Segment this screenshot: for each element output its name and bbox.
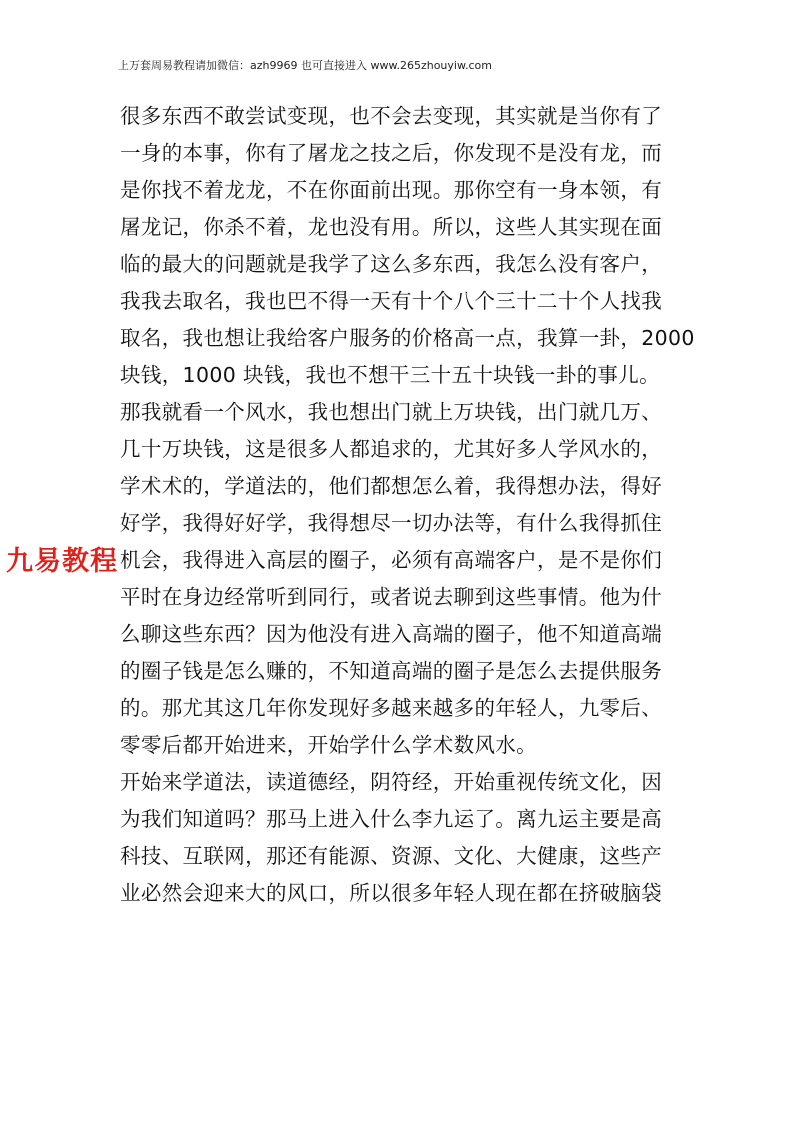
text-line: 开始来学道法，读道德经，阴符经，开始重视传统文化，因 (120, 770, 663, 794)
watermark-logo: 九易教程 (6, 546, 118, 577)
text-line: 屠龙记，你杀不着，龙也没有用。所以，这些人其实现在面 (120, 215, 663, 239)
text-line: 一身的本事，你有了屠龙之技之后，你发现不是没有龙，而 (120, 141, 663, 165)
text-line: 那我就看一个风水，我也想出门就上万块钱，出门就几万、 (120, 400, 663, 424)
text-line: 几十万块钱，这是很多人都追求的，尤其好多人学风水的， (120, 437, 663, 461)
text-line: 为我们知道吗？那马上进入什么李九运了。离九运主要是高 (120, 807, 663, 831)
text-line: 的圈子钱是怎么赚的，不知道高端的圈子是怎么去提供服务 (120, 659, 663, 683)
document-body (120, 98, 695, 912)
text-line: 零零后都开始进来，开始学什么学术数风水。 (120, 733, 537, 757)
text-line: 我我去取名，我也巴不得一天有十个八个三十二十个人找我 (120, 289, 663, 313)
text-line: 么聊这些东西？因为他没有进入高端的圈子，他不知道高端 (120, 622, 663, 646)
text-line: 业必然会迎来大的风口，所以很多年轻人现在都在挤破脑袋 (120, 881, 663, 905)
text-line: 取名，我也想让我给客户服务的价格高一点，我算一卦，2000 (120, 326, 695, 350)
text-line: 很多东西不敢尝试变现，也不会去变现，其实就是当你有了 (120, 104, 663, 128)
text-line: 是你找不着龙龙，不在你面前出现。那你空有一身本领，有 (120, 178, 663, 202)
text-line: 块钱，1000 块钱，我也不想干三十五十块钱一卦的事儿。 (120, 363, 660, 387)
text-line: 好学，我得好好学，我得想尽一切办法等，有什么我得抓住 (120, 511, 663, 535)
text-line: 学术术的，学道法的，他们都想怎么着，我得想办法，得好 (120, 474, 663, 498)
text-line: 平时在身边经常听到同行，或者说去聊到这些事情。他为什 (120, 585, 663, 609)
text-line: 机会，我得进入高层的圈子，必须有高端客户，是不是你们 (120, 548, 663, 572)
page-header: 上万套周易教程请加微信：azh9969 也可直接进入 www.265zhouyiw.com (118, 59, 492, 72)
text-line: 科技、互联网，那还有能源、资源、文化、大健康，这些产 (120, 844, 663, 868)
text-line: 的。那尤其这几年你发现好多越来越多的年轻人，九零后、 (120, 696, 663, 720)
text-line: 临的最大的问题就是我学了这么多东西，我怎么没有客户， (120, 252, 663, 276)
